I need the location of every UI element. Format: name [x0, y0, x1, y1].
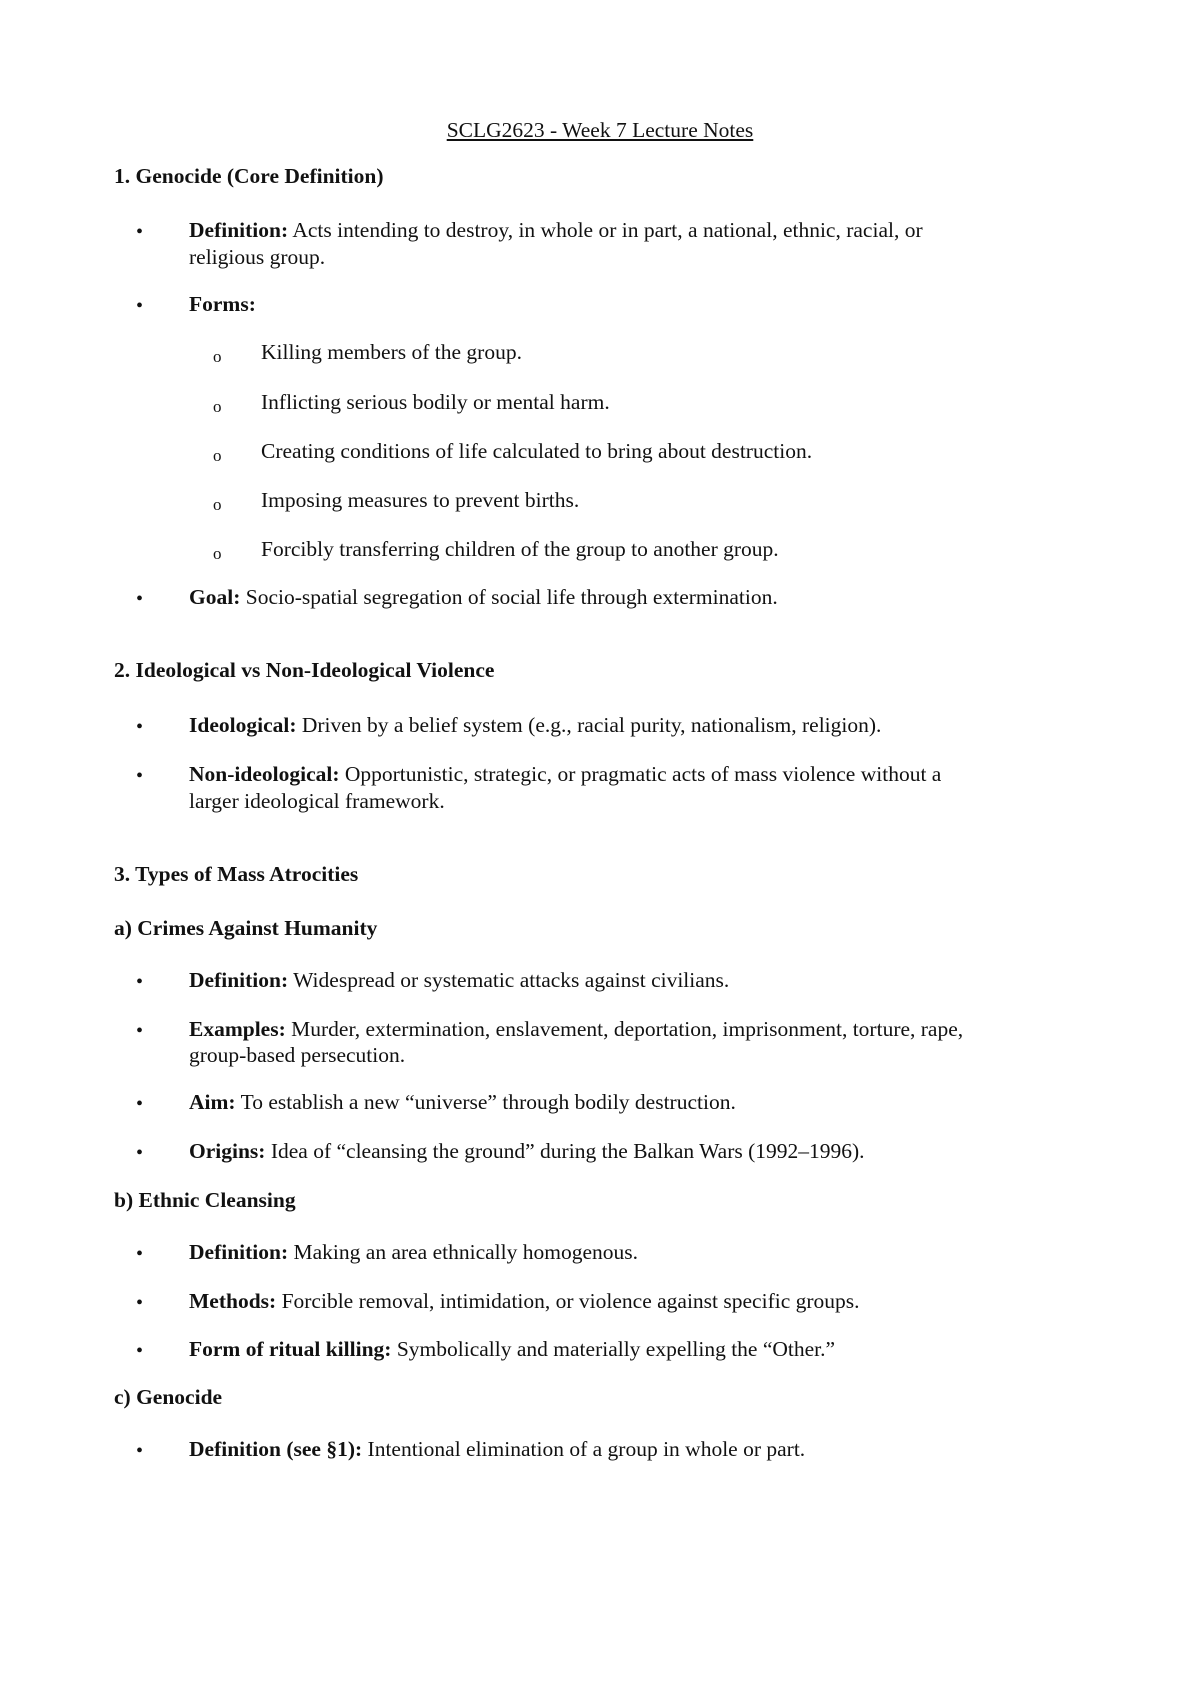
- list-item: [189, 764, 941, 786]
- item-label: Definition:: [189, 1240, 289, 1264]
- list-item: [189, 1092, 736, 1114]
- item-text: Opportunistic, strategic, or pragmatic acts of mass violence without a: [339, 762, 942, 786]
- item-label: Definition:: [189, 968, 289, 992]
- item-label: Methods:: [189, 1289, 277, 1313]
- list-item: [189, 294, 256, 316]
- item-text: Widespread or systematic attacks against civilians.: [288, 968, 730, 992]
- item-text: Driven by a belief system (e.g., racial purity, nationalism, religion).: [296, 713, 882, 737]
- item-label: Examples:: [189, 1017, 286, 1041]
- item-text-continued: religious group.: [189, 245, 326, 269]
- item-label: Ideological:: [189, 713, 297, 737]
- bullet: •: [136, 1020, 144, 1042]
- section-1-heading: 1. Genocide (Core Definition): [114, 164, 384, 188]
- item-text: Forcible removal, intimidation, or violence against specific groups.: [276, 1289, 860, 1313]
- list-item: [189, 970, 729, 992]
- sub-bullet: o: [213, 544, 222, 563]
- item-text: Symbolically and materially expelling the “Other.”: [391, 1337, 836, 1361]
- item-text-continued: group-based persecution.: [189, 1043, 406, 1067]
- bullet: •: [136, 1142, 144, 1164]
- bullet: •: [136, 765, 144, 787]
- bullet: •: [136, 1340, 144, 1362]
- bullet: •: [136, 1093, 144, 1115]
- bullet: •: [136, 221, 144, 243]
- list-item: [189, 1339, 835, 1361]
- item-label: Definition (see §1):: [189, 1437, 363, 1461]
- bullet: •: [136, 716, 144, 738]
- page-title: SCLG2623 - Week 7 Lecture Notes: [446, 118, 754, 142]
- item-text: To establish a new “universe” through bodily destruction.: [235, 1090, 736, 1114]
- sub-list-item: Creating conditions of life calculated to bring about destruction.: [261, 439, 813, 463]
- list-item: [189, 1019, 963, 1041]
- item-label: Aim:: [189, 1090, 236, 1114]
- item-text: Intentional elimination of a group in whole or part.: [362, 1437, 806, 1461]
- bullet: •: [136, 971, 144, 993]
- sub-bullet: o: [213, 495, 222, 514]
- section-3-heading: 3. Types of Mass Atrocities: [114, 862, 359, 886]
- sub-bullet: o: [213, 397, 222, 416]
- item-text: Murder, extermination, enslavement, deportation, imprisonment, torture, rape,: [285, 1017, 964, 1041]
- sub-list-item: Imposing measures to prevent births.: [261, 488, 580, 512]
- bullet: •: [136, 588, 144, 610]
- item-text: Acts intending to destroy, in whole or in part, a national, ethnic, racial, or: [288, 218, 923, 242]
- list-item: [189, 1242, 638, 1264]
- subsection-c-heading: c) Genocide: [114, 1385, 223, 1409]
- sub-bullet: o: [213, 446, 222, 465]
- item-text-continued: larger ideological framework.: [189, 789, 445, 813]
- item-label: Non-ideological:: [189, 762, 340, 786]
- bullet: •: [136, 1243, 144, 1265]
- bullet: •: [136, 295, 144, 317]
- item-text: Making an area ethnically homogenous.: [288, 1240, 639, 1264]
- list-item: [189, 220, 923, 242]
- bullet: •: [136, 1292, 144, 1314]
- item-label: Definition:: [189, 218, 289, 242]
- bullet: •: [136, 1440, 144, 1462]
- list-item: [189, 587, 778, 609]
- section-2-heading: 2. Ideological vs Non-Ideological Violence: [114, 658, 495, 682]
- item-label: Form of ritual killing:: [189, 1337, 392, 1361]
- subsection-a-heading: a) Crimes Against Humanity: [114, 916, 378, 940]
- list-item: [189, 1141, 865, 1163]
- list-item: [189, 1291, 860, 1313]
- sub-list-item: Forcibly transferring children of the group to another group.: [261, 537, 779, 561]
- item-text: Socio-spatial segregation of social life through extermination.: [240, 585, 778, 609]
- list-item: [189, 715, 881, 737]
- item-label: Origins:: [189, 1139, 266, 1163]
- sub-list-item: Inflicting serious bodily or mental harm.: [261, 390, 610, 414]
- item-label: Goal:: [189, 585, 241, 609]
- subsection-b-heading: b) Ethnic Cleansing: [114, 1188, 296, 1212]
- sub-list-item: Killing members of the group.: [261, 340, 522, 364]
- sub-bullet: o: [213, 347, 222, 366]
- item-text: Idea of “cleansing the ground” during the Balkan Wars (1992–1996).: [265, 1139, 865, 1163]
- list-item: [189, 1439, 805, 1461]
- item-label: Forms:: [189, 292, 256, 316]
